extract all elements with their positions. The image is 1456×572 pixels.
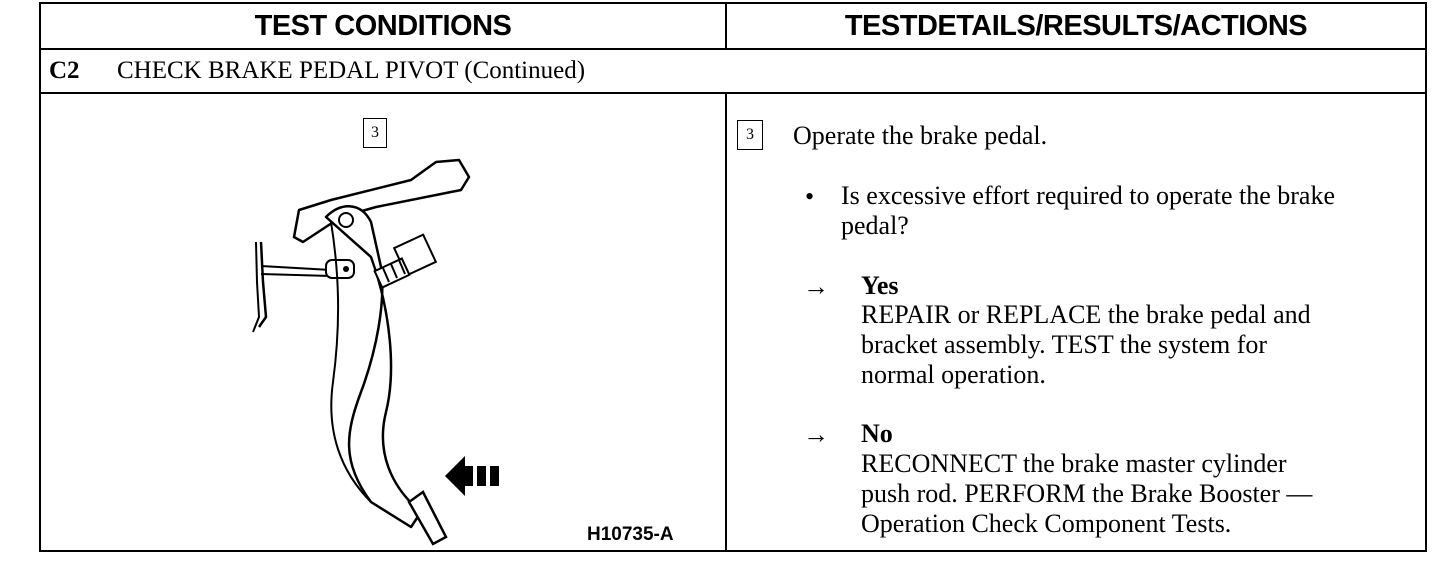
test-table [39,2,1427,552]
push-arrow-icon [443,454,503,498]
step-title: CHECK BRAKE PEDAL PIVOT (Continued) [117,57,586,84]
question-line-1: Is excessive effort required to operate the brake [841,181,1336,210]
yes-label: Yes [861,271,899,300]
no-arrow: → [803,420,829,449]
step-code: C2 [49,57,80,84]
question-line-2: pedal? [841,211,909,240]
bullet: • [805,182,815,211]
yes-line-1: REPAIR or REPLACE the brake pedal and [861,300,1311,329]
yes-arrow: → [803,272,829,301]
no-line-3: Operation Check Component Tests. [861,509,1232,538]
header-test-conditions: TEST CONDITIONS [41,4,727,48]
instruction-text: Operate the brake pedal. [793,121,1048,150]
detail-step-box: 3 [737,120,763,150]
figure-step-box: 3 [363,118,387,148]
no-line-1: RECONNECT the brake master cylinder [861,449,1287,478]
figure-code: H10735-A [587,524,674,545]
step-title-row [41,48,1425,94]
no-label: No [861,419,893,448]
test-details-cell [727,92,1425,550]
brake-pedal-illustration [41,92,721,552]
no-line-2: push rod. PERFORM the Brake Booster — [861,479,1313,508]
header-test-details: TESTDETAILS/RESULTS/ACTIONS [844,9,1308,42]
test-conditions-cell [41,92,727,550]
yes-line-3: normal operation. [861,360,1046,389]
yes-line-2: bracket assembly. TEST the system for [861,330,1268,359]
